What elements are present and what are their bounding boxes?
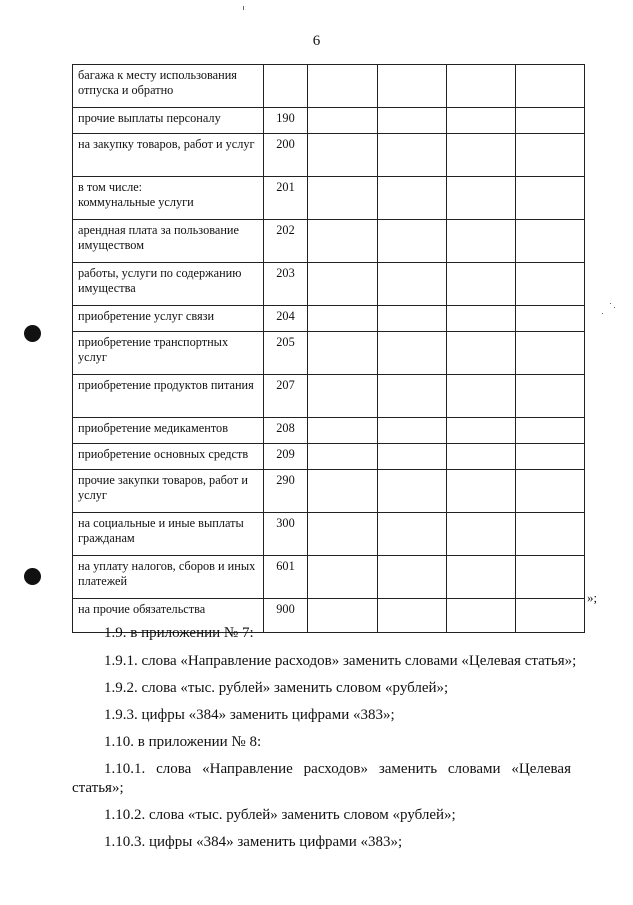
empty-value-cell xyxy=(516,418,585,444)
budget-table xyxy=(72,64,585,633)
row-label: багажа к месту использования отпуска и обратно xyxy=(78,68,237,97)
row-code: 205 xyxy=(276,335,295,349)
budget-table-body xyxy=(73,65,585,633)
scan-speck xyxy=(610,303,611,304)
row-label: на социальные и иные выплаты гражданам xyxy=(78,516,244,545)
empty-value-cell xyxy=(308,263,378,306)
empty-value-cell xyxy=(447,332,516,375)
table-closing-quote: »; xyxy=(587,590,598,605)
empty-value-cell xyxy=(378,306,447,332)
empty-value-cell xyxy=(447,177,516,220)
empty-value-cell xyxy=(447,108,516,134)
empty-value-cell xyxy=(516,134,585,177)
empty-value-cell xyxy=(447,556,516,599)
paragraph-1-9-1: 1.9.1. слова «Направление расходов» заменить словами «Целевая статья»; xyxy=(104,653,577,669)
row-label: приобретение продуктов питания xyxy=(78,378,254,392)
row-label-cell xyxy=(73,108,264,134)
row-code-cell xyxy=(264,513,308,556)
empty-value-cell xyxy=(378,134,447,177)
row-code: 207 xyxy=(276,378,295,392)
row-label: приобретение медикаментов xyxy=(78,421,228,435)
empty-value-cell xyxy=(378,556,447,599)
table-row xyxy=(73,470,585,513)
paragraph-1-10-1-line-1: 1.10.1. слова «Направление расходов» заменить словами «Целевая xyxy=(104,761,571,777)
empty-value-cell xyxy=(378,444,447,470)
punch-hole-bottom xyxy=(24,568,41,585)
row-label-cell xyxy=(73,418,264,444)
empty-value-cell xyxy=(447,65,516,108)
empty-value-cell xyxy=(378,220,447,263)
empty-value-cell xyxy=(308,556,378,599)
row-label: прочие выплаты персоналу xyxy=(78,111,221,125)
row-label: в том числе: коммунальные услуги xyxy=(78,180,194,209)
empty-value-cell xyxy=(516,332,585,375)
row-label: работы, услуги по содержанию имущества xyxy=(78,266,242,295)
table-row xyxy=(73,220,585,263)
row-code: 201 xyxy=(276,180,295,194)
empty-value-cell xyxy=(308,134,378,177)
empty-value-cell xyxy=(378,418,447,444)
empty-value-cell xyxy=(308,65,378,108)
row-label-cell xyxy=(73,177,264,220)
table-row xyxy=(73,444,585,470)
row-label: на уплату налогов, сборов и иных платежей xyxy=(78,559,256,588)
empty-value-cell xyxy=(308,418,378,444)
empty-value-cell xyxy=(516,263,585,306)
table-row xyxy=(73,375,585,418)
empty-value-cell xyxy=(308,599,378,633)
empty-value-cell xyxy=(308,375,378,418)
empty-value-cell xyxy=(447,444,516,470)
table-row xyxy=(73,556,585,599)
row-label-cell xyxy=(73,134,264,177)
empty-value-cell xyxy=(378,470,447,513)
row-label: приобретение услуг связи xyxy=(78,309,215,323)
empty-value-cell xyxy=(516,65,585,108)
row-label-cell xyxy=(73,375,264,418)
row-label: на прочие обязательства xyxy=(78,602,206,616)
empty-value-cell xyxy=(378,375,447,418)
row-code-cell xyxy=(264,263,308,306)
empty-value-cell xyxy=(516,513,585,556)
table-row xyxy=(73,65,585,108)
row-label-cell xyxy=(73,444,264,470)
empty-value-cell xyxy=(308,177,378,220)
row-label-cell xyxy=(73,263,264,306)
empty-value-cell xyxy=(516,599,585,633)
row-code: 208 xyxy=(276,421,295,435)
empty-value-cell xyxy=(447,306,516,332)
row-code: 290 xyxy=(276,473,295,487)
empty-value-cell xyxy=(378,263,447,306)
table-row xyxy=(73,418,585,444)
row-code-cell xyxy=(264,599,308,633)
empty-value-cell xyxy=(308,470,378,513)
empty-value-cell xyxy=(516,306,585,332)
row-code: 202 xyxy=(276,223,295,237)
row-code: 200 xyxy=(276,137,295,151)
row-label: приобретение основных средств xyxy=(78,447,249,461)
empty-value-cell xyxy=(447,134,516,177)
row-label-cell xyxy=(73,65,264,108)
row-code: 203 xyxy=(276,266,295,280)
empty-value-cell xyxy=(516,220,585,263)
row-code-cell xyxy=(264,444,308,470)
row-label: прочие закупки товаров, работ и услуг xyxy=(78,473,248,502)
row-code-cell xyxy=(264,306,308,332)
row-code: 601 xyxy=(276,559,295,573)
table-row xyxy=(73,306,585,332)
row-label-cell xyxy=(73,556,264,599)
empty-value-cell xyxy=(516,556,585,599)
row-label: арендная плата за пользование имуществом xyxy=(78,223,239,252)
empty-value-cell xyxy=(378,332,447,375)
row-label-cell xyxy=(73,513,264,556)
row-code-cell xyxy=(264,556,308,599)
empty-value-cell xyxy=(447,263,516,306)
row-code: 190 xyxy=(276,111,295,125)
table-row xyxy=(73,263,585,306)
row-label-cell xyxy=(73,470,264,513)
table-row xyxy=(73,134,585,177)
table-row xyxy=(73,108,585,134)
paragraph-1-10: 1.10. в приложении № 8: xyxy=(104,734,262,750)
paragraph-1-9-2: 1.9.2. слова «тыс. рублей» заменить словом «рублей»; xyxy=(104,680,449,696)
page-number: 6 xyxy=(312,33,321,49)
table-row xyxy=(73,332,585,375)
scan-speck xyxy=(243,6,244,10)
empty-value-cell xyxy=(308,306,378,332)
empty-value-cell xyxy=(378,177,447,220)
row-code-cell xyxy=(264,65,308,108)
empty-value-cell xyxy=(516,470,585,513)
empty-value-cell xyxy=(447,375,516,418)
empty-value-cell xyxy=(516,375,585,418)
punch-hole-top xyxy=(24,325,41,342)
row-label-cell xyxy=(73,332,264,375)
row-code: 209 xyxy=(276,447,295,461)
row-code-cell xyxy=(264,470,308,513)
scan-speck xyxy=(614,307,615,308)
empty-value-cell xyxy=(447,599,516,633)
row-label-cell xyxy=(73,220,264,263)
paragraph-1-10-2: 1.10.2. слова «тыс. рублей» заменить словом «рублей»; xyxy=(104,807,456,823)
empty-value-cell xyxy=(308,108,378,134)
row-label-cell xyxy=(73,306,264,332)
row-code-cell xyxy=(264,375,308,418)
empty-value-cell xyxy=(447,220,516,263)
row-code: 900 xyxy=(276,602,295,616)
empty-value-cell xyxy=(378,513,447,556)
paragraph-1-9: 1.9. в приложении № 7: xyxy=(104,625,254,641)
table-row xyxy=(73,513,585,556)
empty-value-cell xyxy=(447,513,516,556)
table-row xyxy=(73,177,585,220)
empty-value-cell xyxy=(308,513,378,556)
row-code-cell xyxy=(264,177,308,220)
paragraph-1-9-3: 1.9.3. цифры «384» заменить цифрами «383»; xyxy=(104,707,395,723)
row-code-cell xyxy=(264,108,308,134)
empty-value-cell xyxy=(516,108,585,134)
empty-value-cell xyxy=(378,599,447,633)
empty-value-cell xyxy=(447,418,516,444)
row-code-cell xyxy=(264,332,308,375)
row-code-cell xyxy=(264,134,308,177)
scan-speck xyxy=(602,313,603,314)
empty-value-cell xyxy=(378,65,447,108)
row-label: на закупку товаров, работ и услуг xyxy=(78,137,255,151)
paragraph-1-10-3: 1.10.3. цифры «384» заменить цифрами «383»; xyxy=(104,834,403,850)
empty-value-cell xyxy=(308,444,378,470)
paragraph-1-10-1-line-2: статья»; xyxy=(72,780,124,796)
row-label: приобретение транспортных услуг xyxy=(78,335,229,364)
row-code: 204 xyxy=(276,309,295,323)
empty-value-cell xyxy=(378,108,447,134)
empty-value-cell xyxy=(308,332,378,375)
row-code-cell xyxy=(264,418,308,444)
empty-value-cell xyxy=(516,444,585,470)
empty-value-cell xyxy=(308,220,378,263)
empty-value-cell xyxy=(447,470,516,513)
empty-value-cell xyxy=(516,177,585,220)
row-code-cell xyxy=(264,220,308,263)
row-code: 300 xyxy=(276,516,295,530)
